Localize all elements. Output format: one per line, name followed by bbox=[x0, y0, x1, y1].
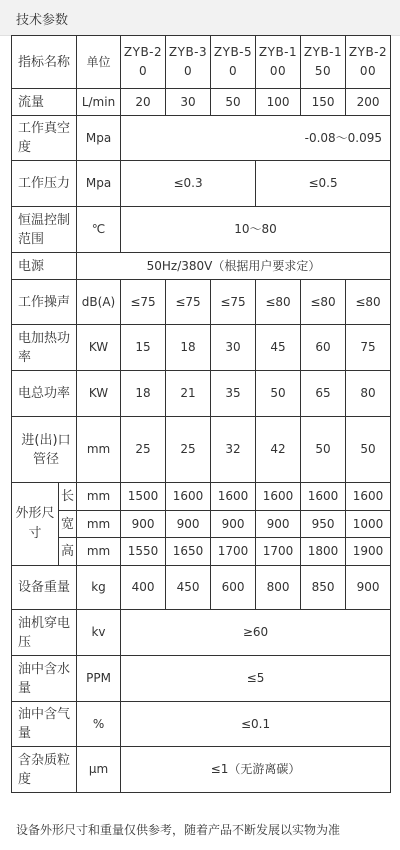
value-cell: 900 bbox=[121, 511, 166, 538]
header-model-cell: ZYB-20 bbox=[121, 36, 166, 89]
table-row bbox=[12, 325, 391, 371]
value-cell: 100 bbox=[256, 89, 301, 116]
value-cell: 35 bbox=[211, 371, 256, 417]
value-cell: 200 bbox=[346, 89, 391, 116]
dimension-sub-label: 宽 bbox=[59, 511, 77, 538]
value-cell: 1600 bbox=[256, 483, 301, 511]
value-cell: 1600 bbox=[346, 483, 391, 511]
value-cell: 900 bbox=[256, 511, 301, 538]
header-model-cell: ZYB-200 bbox=[346, 36, 391, 89]
section-title: 技术参数 bbox=[16, 13, 69, 28]
value-cell: ≤1（无游离碳） bbox=[121, 747, 391, 793]
row-unit: Mpa bbox=[77, 161, 121, 207]
row-label: 电总功率 bbox=[12, 371, 77, 417]
row-label: 油机穿电压 bbox=[12, 610, 77, 656]
value-cell: 21 bbox=[166, 371, 211, 417]
value-cell: 50 bbox=[211, 89, 256, 116]
value-cell: 18 bbox=[166, 325, 211, 371]
value-cell: 600 bbox=[211, 566, 256, 610]
value-cell: 1600 bbox=[301, 483, 346, 511]
header-model-cell: ZYB-100 bbox=[256, 36, 301, 89]
row-unit: mm bbox=[77, 417, 121, 483]
dimensions-label: 外形尺寸 bbox=[12, 483, 59, 566]
row-unit: kg bbox=[77, 566, 121, 610]
value-cell: 1900 bbox=[346, 538, 391, 566]
header-item-cell: 指标名称 bbox=[12, 36, 77, 89]
row-unit: mm bbox=[77, 483, 121, 511]
row-unit: kv bbox=[77, 610, 121, 656]
row-unit: PPM bbox=[77, 656, 121, 702]
footer-note: 设备外形尺寸和重量仅供参考，随着产品不断发展以实物为准 bbox=[16, 823, 341, 837]
row-unit: mm bbox=[77, 511, 121, 538]
table-row bbox=[12, 538, 391, 566]
value-cell: 1800 bbox=[301, 538, 346, 566]
value-cell: 32 bbox=[211, 417, 256, 483]
value-cell: 850 bbox=[301, 566, 346, 610]
value-cell: 900 bbox=[166, 511, 211, 538]
row-label: 工作压力 bbox=[12, 161, 77, 207]
value-cell: 30 bbox=[211, 325, 256, 371]
row-unit: KW bbox=[77, 371, 121, 417]
value-cell: 1600 bbox=[211, 483, 256, 511]
value-cell: ≤80 bbox=[301, 280, 346, 325]
value-cell: 65 bbox=[301, 371, 346, 417]
value-cell: 20 bbox=[121, 89, 166, 116]
table-row bbox=[12, 89, 391, 116]
spec-table bbox=[11, 35, 391, 793]
row-label: 油中含水量 bbox=[12, 656, 77, 702]
value-cell: 800 bbox=[256, 566, 301, 610]
value-cell: ≤80 bbox=[346, 280, 391, 325]
value-cell: ≤0.5 bbox=[256, 161, 391, 207]
row-label: 油中含气量 bbox=[12, 702, 77, 747]
value-cell: 450 bbox=[166, 566, 211, 610]
row-unit: % bbox=[77, 702, 121, 747]
value-cell: 50 bbox=[256, 371, 301, 417]
value-cell: 80 bbox=[346, 371, 391, 417]
value-cell: ≤0.1 bbox=[121, 702, 391, 747]
row-label: 电源 bbox=[12, 253, 77, 280]
value-cell: 75 bbox=[346, 325, 391, 371]
value-cell: 150 bbox=[301, 89, 346, 116]
section-header bbox=[0, 0, 400, 36]
value-cell: ≤5 bbox=[121, 656, 391, 702]
header-model-cell: ZYB-30 bbox=[166, 36, 211, 89]
value-cell: 45 bbox=[256, 325, 301, 371]
dimension-sub-label: 高 bbox=[59, 538, 77, 566]
value-cell: ≤75 bbox=[166, 280, 211, 325]
value-cell: 50 bbox=[346, 417, 391, 483]
row-label: 流量 bbox=[12, 89, 77, 116]
value-cell: 10～80 bbox=[121, 207, 391, 253]
table-header-row bbox=[12, 36, 391, 89]
header-model-cell: ZYB-50 bbox=[211, 36, 256, 89]
value-cell: 50 bbox=[301, 417, 346, 483]
row-unit: L/min bbox=[77, 89, 121, 116]
row-label: 工作操声 bbox=[12, 280, 77, 325]
table-row bbox=[12, 483, 391, 511]
table-row bbox=[12, 656, 391, 702]
table-row bbox=[12, 253, 391, 280]
value-cell: 1700 bbox=[256, 538, 301, 566]
table-row bbox=[12, 610, 391, 656]
value-cell: 15 bbox=[121, 325, 166, 371]
table-row bbox=[12, 566, 391, 610]
dimension-sub-label: 长 bbox=[59, 483, 77, 511]
row-label: 含杂质粒度 bbox=[12, 747, 77, 793]
table-row bbox=[12, 511, 391, 538]
value-cell: 400 bbox=[121, 566, 166, 610]
header-unit-cell: 单位 bbox=[77, 36, 121, 89]
table-row bbox=[12, 161, 391, 207]
value-cell: 900 bbox=[211, 511, 256, 538]
value-cell: 30 bbox=[166, 89, 211, 116]
value-cell: 42 bbox=[256, 417, 301, 483]
value-cell: 1500 bbox=[121, 483, 166, 511]
table-row bbox=[12, 371, 391, 417]
value-cell: 25 bbox=[121, 417, 166, 483]
row-unit: mm bbox=[77, 538, 121, 566]
value-cell: 1700 bbox=[211, 538, 256, 566]
value-cell: 1650 bbox=[166, 538, 211, 566]
row-unit: Mpa bbox=[77, 116, 121, 161]
value-cell: -0.08～0.095 bbox=[121, 116, 391, 161]
table-row bbox=[12, 417, 391, 483]
value-cell: 950 bbox=[301, 511, 346, 538]
row-unit: dB(A) bbox=[77, 280, 121, 325]
value-cell: 60 bbox=[301, 325, 346, 371]
header-model-cell: ZYB-150 bbox=[301, 36, 346, 89]
value-cell: 25 bbox=[166, 417, 211, 483]
table-row bbox=[12, 280, 391, 325]
row-label: 恒温控制范围 bbox=[12, 207, 77, 253]
table-row bbox=[12, 207, 391, 253]
value-cell: 1550 bbox=[121, 538, 166, 566]
value-cell: 900 bbox=[346, 566, 391, 610]
table-row bbox=[12, 747, 391, 793]
row-unit: μm bbox=[77, 747, 121, 793]
value-cell: ≤0.3 bbox=[121, 161, 256, 207]
value-cell: 1600 bbox=[166, 483, 211, 511]
row-unit: KW bbox=[77, 325, 121, 371]
value-cell: ≥60 bbox=[121, 610, 391, 656]
value-cell: ≤75 bbox=[121, 280, 166, 325]
value-cell: 50Hz/380V（根据用户要求定） bbox=[77, 253, 391, 280]
table-row bbox=[12, 702, 391, 747]
row-label: 设备重量 bbox=[12, 566, 77, 610]
value-cell: ≤75 bbox=[211, 280, 256, 325]
value-cell: 18 bbox=[121, 371, 166, 417]
row-label: 电加热功率 bbox=[12, 325, 77, 371]
footer-note-bar bbox=[0, 813, 400, 850]
value-cell: ≤80 bbox=[256, 280, 301, 325]
value-cell: 1000 bbox=[346, 511, 391, 538]
row-unit: ℃ bbox=[77, 207, 121, 253]
row-label: 进(出)口管径 bbox=[12, 417, 77, 483]
row-label: 工作真空度 bbox=[12, 116, 77, 161]
table-row bbox=[12, 116, 391, 161]
